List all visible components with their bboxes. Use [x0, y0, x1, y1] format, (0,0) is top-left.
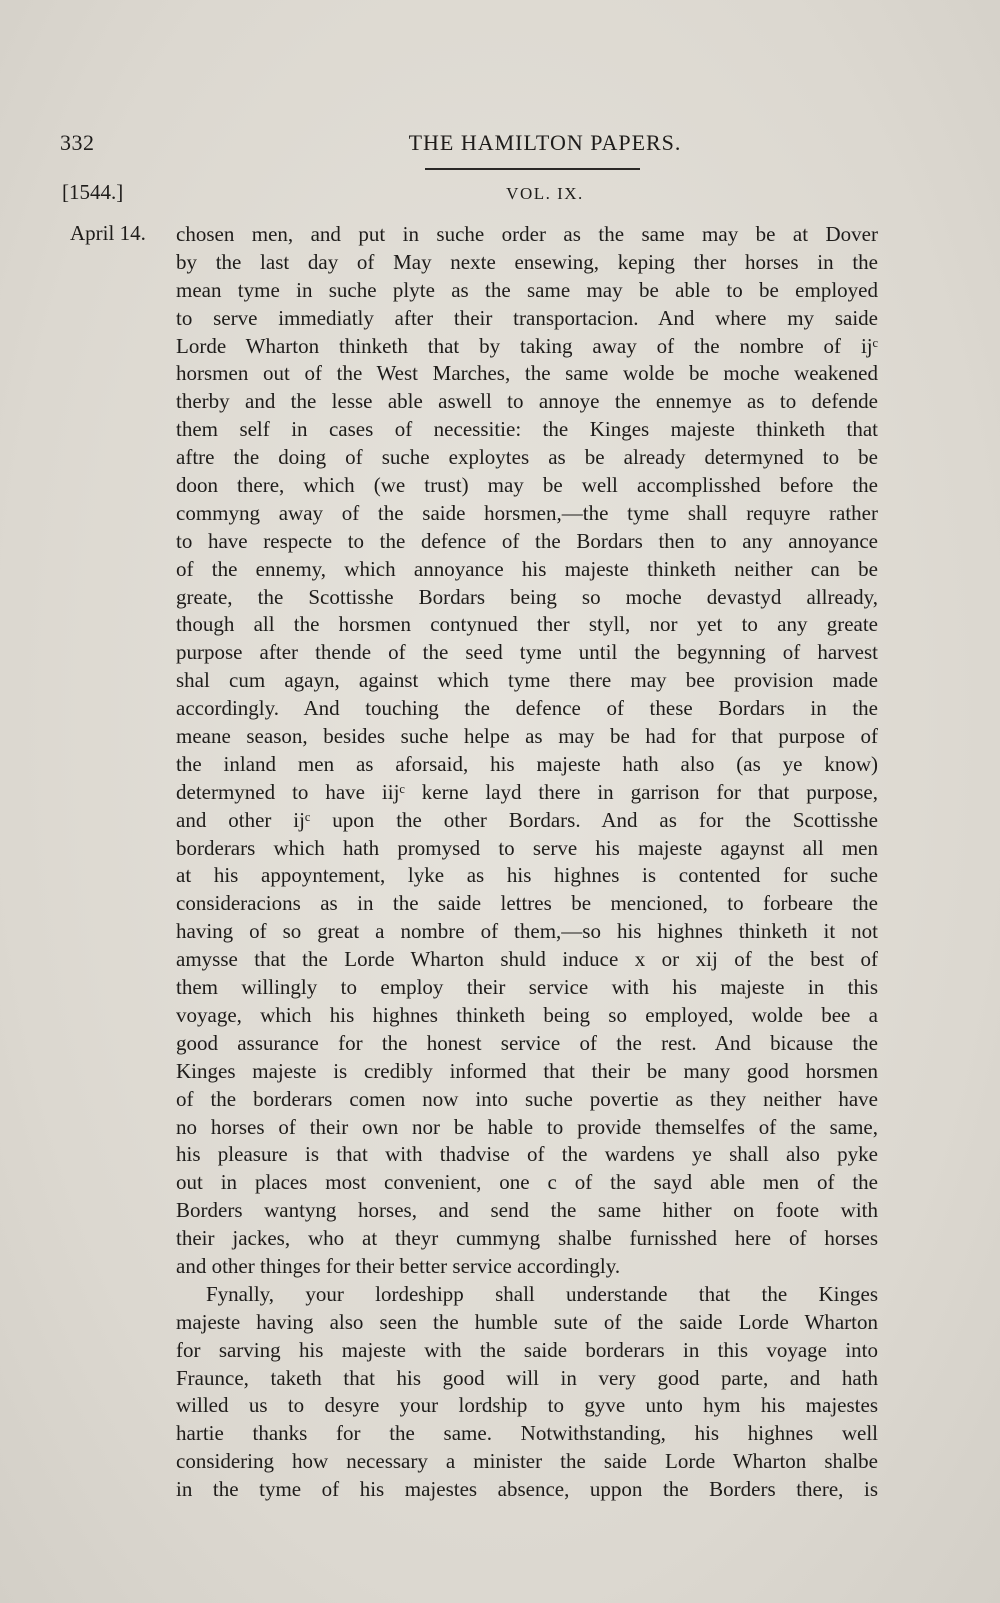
text-line: at his appoyntement, lyke as his highnes is contented for suche	[176, 863, 878, 888]
margin-date-note: April 14.	[70, 221, 146, 245]
text-line: commyng away of the saide horsmen,—the tyme shall requyre rather	[176, 500, 878, 525]
text-line: willed us to desyre your lordship to gyve unto hym his majestes	[176, 1393, 878, 1418]
text-line: the inland men as aforsaid, his majeste hath also (as ye know)	[176, 751, 878, 776]
text-line: greate, the Scottisshe Bordars being so moche devastyd allready,	[176, 584, 878, 609]
running-head: THE HAMILTON PAPERS.	[408, 130, 682, 155]
volume-label: VOL. IX.	[506, 184, 584, 203]
text-line: voyage, which his highnes thinketh being so employed, wolde bee a	[176, 1002, 878, 1027]
text-line: having of so great a nombre of them,—so his highnes thinketh it not	[176, 919, 878, 944]
text-line: aftre the doing of suche exploytes as be already determyned to be	[176, 445, 878, 470]
header-rule	[425, 168, 640, 170]
text-line: purpose after thende of the seed tyme until the begynning of harvest	[176, 640, 878, 665]
text-line: considering how necessary a minister the saide Lorde Wharton shalbe	[176, 1449, 878, 1474]
text-line: Fraunce, taketh that his good will in very good parte, and hath	[176, 1365, 878, 1390]
text-line: determyned to have iijᶜ kerne layd there in garrison for that purpose,	[176, 779, 878, 804]
text-line: of the ennemy, which annoyance his majeste thinketh neither can be	[176, 556, 878, 581]
text-line: hartie thanks for the same. Notwithstanding, his highnes well	[176, 1421, 878, 1446]
text-line: doon there, which (we trust) may be well accomplisshed before the	[176, 473, 878, 498]
text-line: shal cum agayn, against which tyme there may bee provision made	[176, 668, 878, 693]
text-line: meane season, besides suche helpe as may be had for that purpose of	[176, 724, 878, 749]
text-line: to have respecte to the defence of the Bordars then to any annoyance	[176, 528, 878, 553]
text-line: no horses of their own nor be hable to provide themselfes of the same,	[176, 1114, 878, 1139]
text-line: though all the horsmen contynued ther styll, nor yet to any greate	[176, 612, 878, 637]
text-line: chosen men, and put in suche order as the same may be at Dover	[176, 222, 878, 246]
text-line: borderars which hath promysed to serve his majeste agaynst all men	[176, 835, 878, 860]
text-line: by the last day of May nexte ensewing, keping ther horses in the	[176, 249, 878, 274]
text-line: and other thinges for their better service accordingly.	[176, 1253, 621, 1278]
text-line: Borders wantyng horses, and send the same hither on foote with	[176, 1198, 878, 1223]
text-line: their jackes, who at theyr cummyng shalbe furnisshed here of horses	[176, 1226, 878, 1251]
text-line: in the tyme of his majestes absence, uppon the Borders there, is	[176, 1477, 878, 1502]
text-line: his pleasure is that with thadvise of the wardens ye shall also pyke	[176, 1142, 878, 1167]
text-line: horsmen out of the West Marches, the same wolde be moche weakened	[176, 361, 878, 386]
text-line: them willingly to employ their service with his majeste in this	[176, 975, 878, 1000]
year-label: [1544.]	[62, 180, 124, 204]
text-line: majeste having also seen the humble sute of the saide Lorde Wharton	[176, 1309, 878, 1334]
text-line: good assurance for the honest service of the rest. And bicause the	[176, 1030, 878, 1055]
text-line: Fynally, your lordeshipp shall understande that the Kinges	[206, 1281, 878, 1306]
text-line: mean tyme in suche plyte as the same may be able to be employed	[176, 277, 878, 302]
text-line: consideracions as in the saide lettres be mencioned, to forbeare the	[176, 891, 878, 916]
page-number: 332	[60, 130, 95, 155]
text-line: accordingly. And touching the defence of these Bordars in the	[176, 696, 878, 721]
text-line: therby and the lesse able aswell to annoye the ennemye as to defende	[176, 389, 878, 414]
text-line: and other ijᶜ upon the other Bordars. And as for the Scottisshe	[176, 807, 878, 832]
text-line: them self in cases of necessitie: the Kinges majeste thinketh that	[176, 417, 878, 442]
body-text	[176, 221, 878, 1504]
text-line: Lorde Wharton thinketh that by taking away of the nombre of ijᶜ	[176, 333, 878, 358]
text-line: to serve immediatly after their transportacion. And where my saide	[176, 305, 878, 330]
text-line: Kinges majeste is credibly informed that their be many good horsmen	[176, 1058, 878, 1083]
text-line: amysse that the Lorde Wharton shuld induce x or xij of the best of	[176, 947, 878, 972]
text-line: for sarving his majeste with the saide borderars in this voyage into	[176, 1337, 878, 1362]
text-line: out in places most convenient, one c of the sayd able men of the	[176, 1170, 878, 1195]
text-line: of the borderars comen now into suche povertie as they neither have	[176, 1086, 878, 1111]
